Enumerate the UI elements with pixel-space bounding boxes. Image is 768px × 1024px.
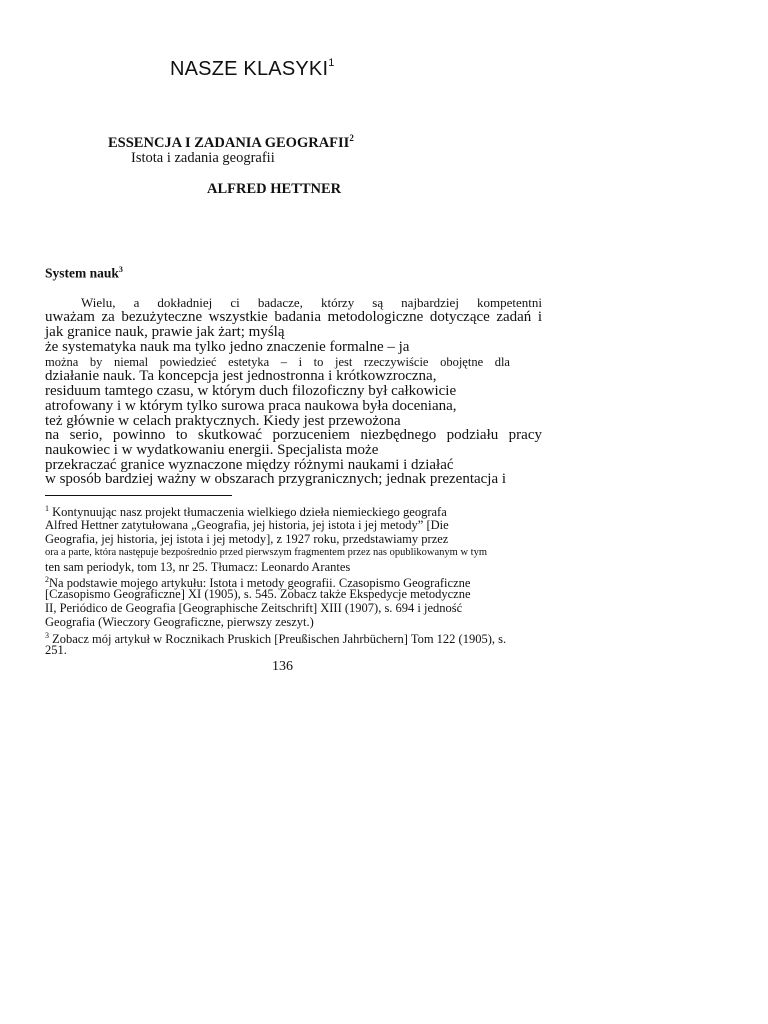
body-line: że systematyka nauk ma tylko jedno znaczenie formalne – ja <box>45 339 410 355</box>
header-footnote-ref: 1 <box>328 57 335 70</box>
body-line: uważam za bezużyteczne wszystkie badania metodologiczne dotyczące zadań i <box>45 309 542 325</box>
footnote-2-line: [Czasopismo Geograficzne] XI (1905), s. 545. Zobacz także Ekspedycje metodyczne <box>45 587 471 601</box>
section-heading-text: System nauk <box>45 265 119 281</box>
title-footnote-ref: 2 <box>349 133 354 143</box>
body-line: residuum tamtego czasu, w którym duch filozoficzny był całkowicie <box>45 383 457 399</box>
footnote-2-marker: 2 <box>45 575 49 584</box>
body-line: na serio, powinno to skutkować porzuceniem niezbędnego podziału pracy <box>45 427 542 443</box>
footnote-3-line: 251. <box>45 643 67 657</box>
body-line: atrofowany i w którym tylko surowa praca naukowa była doceniana, <box>45 398 457 414</box>
footnote-1-line: Alfred Hettner zatytułowana „Geografia, jej historia, jej istota i jej metody” [Die <box>45 518 449 532</box>
footnote-2-line: Geografia (Wieczory Geograficzne, pierwszy zeszyt.) <box>45 615 314 629</box>
body-line: też głównie w celach praktycznych. Kiedy jest przewożona <box>45 413 401 429</box>
footnote-3-line <box>45 629 506 646</box>
section-heading <box>45 265 123 282</box>
journal-section-header <box>170 58 335 81</box>
body-line: w sposób bardziej ważny w obszarach przygranicznych; jednak prezentacja i <box>45 471 507 487</box>
body-line: jak granice nauk, prawie jak żart; myślą <box>45 324 285 340</box>
article-title <box>108 133 354 152</box>
footnote-1-text: Kontynuując nasz projekt tłumaczenia wielkiego dzieła niemieckiego geografa <box>52 505 447 520</box>
footnote-2-line: II, Periódico de Geografia [Geographische Zeitschrift] XIII (1907), s. 694 i jedność <box>45 601 463 615</box>
footnote-3-text: Zobacz mój artykuł w Rocznikach Pruskich [Preußischen Jahrbüchern] Tom 122 (1905), s. <box>52 632 507 647</box>
body-line: naukowiec i w wydatkowaniu energii. Specjalista może <box>45 442 379 458</box>
header-text: NASZE KLASYKI <box>170 58 329 80</box>
article-subtitle: Istota i zadania geografii <box>131 150 275 166</box>
body-line: przekraczać granice wyznaczone między różnymi naukami i działać <box>45 457 454 473</box>
footnote-1-marker: 1 <box>45 504 49 513</box>
article-author: ALFRED HETTNER <box>207 181 342 197</box>
footnote-3-marker: 3 <box>45 631 49 640</box>
article-title-text: ESSENCJA I ZADANIA GEOGRAFII <box>108 134 350 151</box>
body-line: Wielu, a dokładniej ci badacze, którzy są najbardziej kompetentni <box>81 295 542 310</box>
footnote-1-line: Geografia, jej historia, jej istota i jej metody], z 1927 roku, przedstawiamy przez <box>45 532 449 546</box>
body-line: można by niemal powiedzieć estetyka – i to jest rzeczywiście obojętne dla <box>45 355 510 369</box>
section-footnote-ref: 3 <box>118 265 123 274</box>
footnote-2-text: Na podstawie mojego artykułu: Istota i metody geografii. Czasopismo Geograficzne <box>49 576 471 591</box>
body-line: działanie nauk. Ta koncepcja jest jednostronna i krótkowzroczna, <box>45 368 437 384</box>
footnote-1-line: ten sam periodyk, tom 13, nr 25. Tłumacz: Leonardo Arantes <box>45 560 351 574</box>
footnote-1-line: ora a parte, która następuje bezpośrednio przed pierwszym fragmentem przez nas opublikowanym w tym <box>45 547 488 558</box>
footnote-separator <box>45 495 232 496</box>
footnote-1-line <box>45 502 447 519</box>
page-number: 136 <box>272 659 293 674</box>
